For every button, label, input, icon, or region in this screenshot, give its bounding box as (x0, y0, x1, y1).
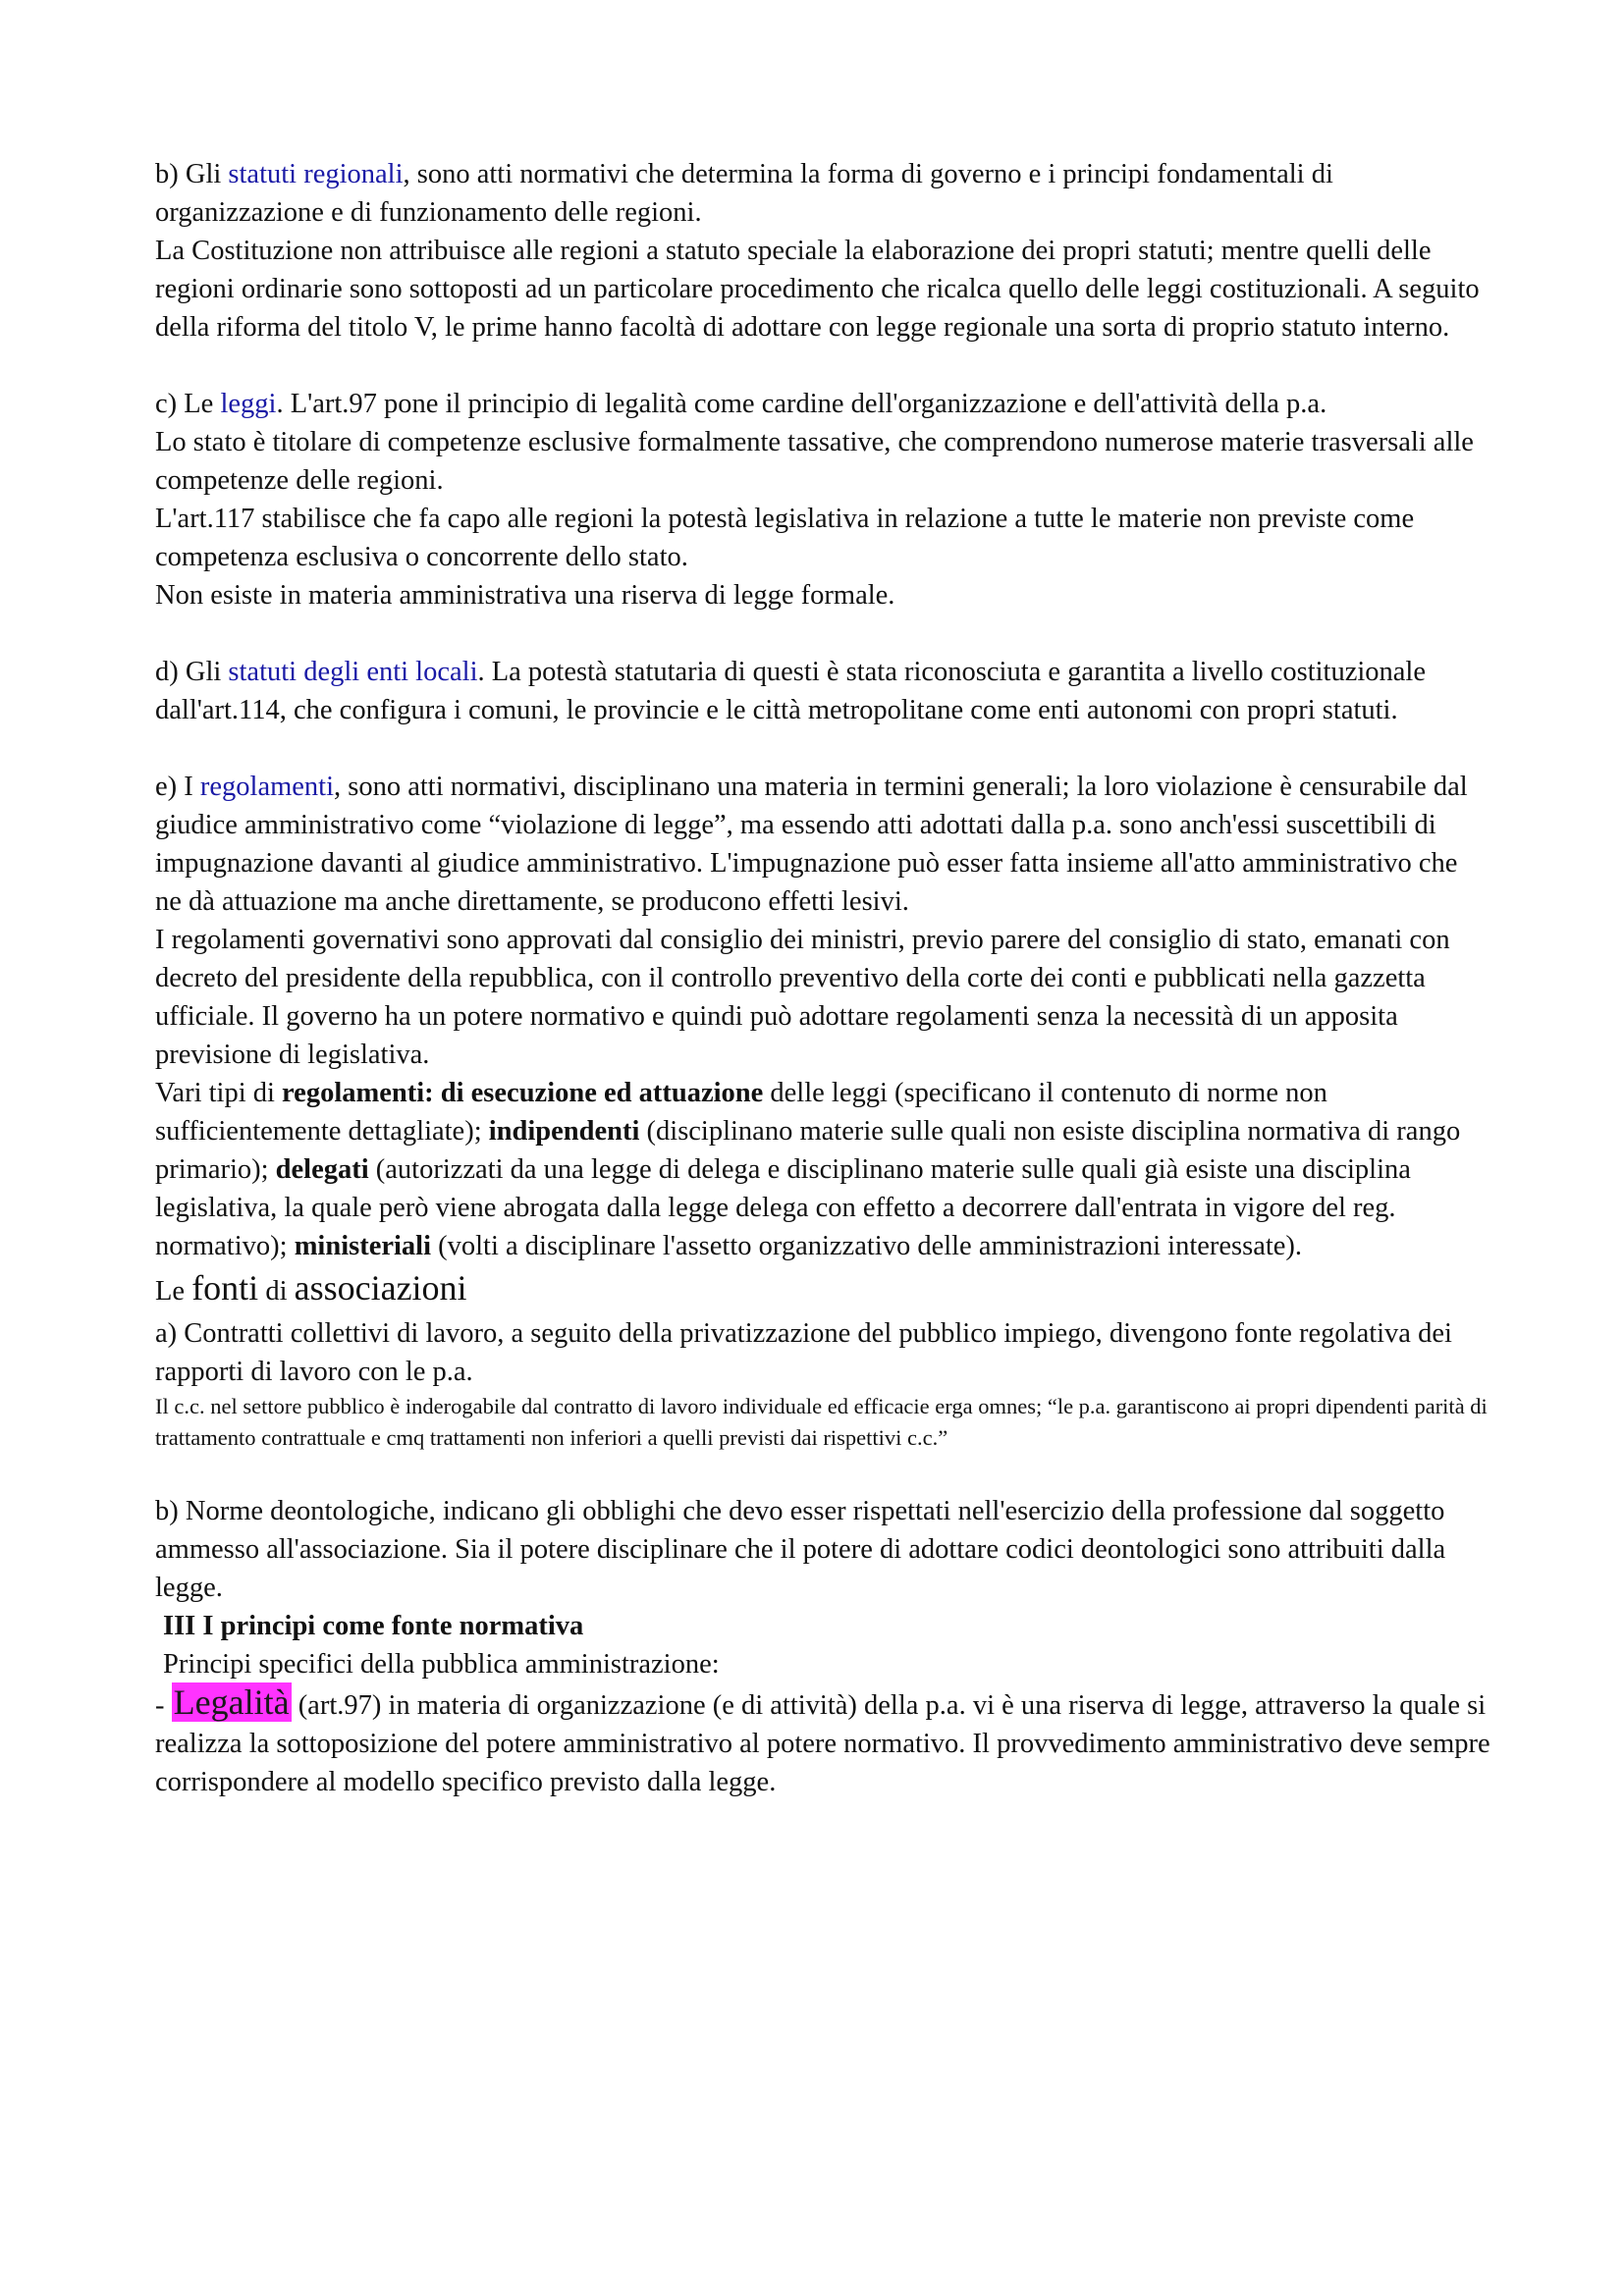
tipi-regolamenti-paragraph: Vari tipi di regolamenti: di esecuzione ed attuazione delle leggi (specificano il contenuto di norme non sufficientemente dettagliate); indipendenti (disciplinano materie sulle quali non esiste disciplina normativa di rango primario); delegati (autorizzati da una legge di delega e disciplinano materie sulle quali già esiste una disciplina legislativa, la quale però viene abrogata dalla legge delega con effetto a decorrere dall'entrata in vigore del reg. normativo); ministeriali (volti a disciplinare l'assetto organizzativo delle amministrazioni interessate). (155, 1078, 1461, 1261)
leggi-paragraph-4: Non esiste in materia amministrativa una riserva di legge formale. (155, 580, 895, 611)
principi-intro: Principi specifici della pubblica amministrazione: (163, 1649, 720, 1680)
esecuzione-attuazione-bold: di esecuzione ed attuazione (440, 1078, 764, 1108)
statuti-enti-locali-term: statuti degli enti locali (228, 657, 478, 687)
document-page (155, 155, 1490, 1801)
fonti-associazioni-heading: Le fonti di associazioni (155, 1268, 467, 1308)
legalita-highlight: Legalità (173, 1682, 290, 1722)
leggi-paragraph: c) Le leggi. L'art.97 pone il principio di legalità come cardine dell'organizzazione e dell'attività della p.a. (155, 389, 1327, 419)
regolamenti-term: regolamenti (199, 772, 335, 802)
statuti-regionali-paragraph-2: La Costituzione non attribuisce alle regioni a statuto speciale la elaborazione dei propri statuti; mentre quelli delle regioni ordinarie sono sottoposti ad un particolare procedimento che ricalca quello delle leggi costituzionali. A seguito della riforma del titolo V, le prime hanno facoltà di adottare con legge regionale una sorta di proprio statuto interno. (155, 236, 1480, 343)
statuti-enti-locali-paragraph: d) Gli statuti degli enti locali. La potestà statutaria di questi è stata riconosciuta e garantita a livello costituzionale dall'art.114, che configura i comuni, le provincie e le città metropolitane come enti autonomi con propri statuti. (155, 657, 1426, 725)
contratti-collettivi-paragraph: a) Contratti collettivi di lavoro, a seguito della privatizzazione del pubblico impiego, divengono fonte regolativa dei rapporti di lavoro con le p.a. (155, 1318, 1452, 1387)
principi-section-title: III I principi come fonte normativa (163, 1611, 584, 1641)
leggi-term: leggi (220, 389, 277, 419)
legalita-paragraph: - Legalità (art.97) in materia di organizzazione (e di attività) della p.a. vi è una riserva di legge, attraverso la quale si realizza la sottoposizione del potere amministrativo al potere normativo. Il provvedimento amministrativo deve sempre corrispondere al modello specifico previsto dalla legge. (155, 1682, 1490, 1797)
indipendenti-bold: indipendenti (488, 1116, 640, 1147)
leggi-paragraph-3: L'art.117 stabilisce che fa capo alle regioni la potestà legislativa in relazione a tutte le materie non previste come competenza esclusiva o concorrente dello stato. (155, 504, 1415, 572)
ministeriali-bold: ministeriali (294, 1231, 432, 1261)
delegati-bold: delegati (275, 1154, 369, 1185)
statuti-regionali-paragraph: b) Gli statuti regionali, sono atti normativi che determina la forma di governo e i principi fondamentali di organizzazione e di funzionamento delle regioni. (155, 159, 1333, 228)
regolamenti-governativi-paragraph: I regolamenti governativi sono approvati dal consiglio dei ministri, previo parere del consiglio di stato, emanati con decreto del presidente della repubblica, con il controllo preventivo della corte dei conti e pubblicati nella gazzetta ufficiale. Il governo ha un potere normativo e quindi può adottare regolamenti senza la necessità di un apposita previsione di legislativa. (155, 925, 1450, 1070)
contratti-collettivi-note: Il c.c. nel settore pubblico è inderogabile dal contratto di lavoro individuale ed efficacie erga omnes; “le p.a. garantiscono ai propri dipendenti parità di trattamento contrattuale e cmq trattamenti non inferiori a quelli previsti dai rispettivi c.c.” (155, 1394, 1488, 1450)
regolamenti-paragraph: e) I regolamenti, sono atti normativi, disciplinano una materia in termini generali; la loro violazione è censurabile dal giudice amministrativo come “violazione di legge”, ma essendo atti adottati dalla p.a. sono anch'essi suscettibili di impugnazione davanti al giudice amministrativo. L'impugnazione può esser fatta insieme all'atto amministrativo che ne dà attuazione ma anche direttamente, se producono effetti lesivi. (155, 772, 1468, 917)
leggi-paragraph-2: Lo stato è titolare di competenze esclusive formalmente tassative, che comprendono numerose materie trasversali alle competenze delle regioni. (155, 427, 1474, 496)
norme-deontologiche-paragraph: b) Norme deontologiche, indicano gli obblighi che devo esser rispettati nell'esercizio della professione dal soggetto ammesso all'associazione. Sia il potere disciplinare che il potere di adottare codici deontologici sono attribuiti dalla legge. (155, 1496, 1446, 1603)
regolamenti-bold: regolamenti (282, 1078, 425, 1108)
statuti-regionali-term: statuti regionali (228, 159, 404, 189)
